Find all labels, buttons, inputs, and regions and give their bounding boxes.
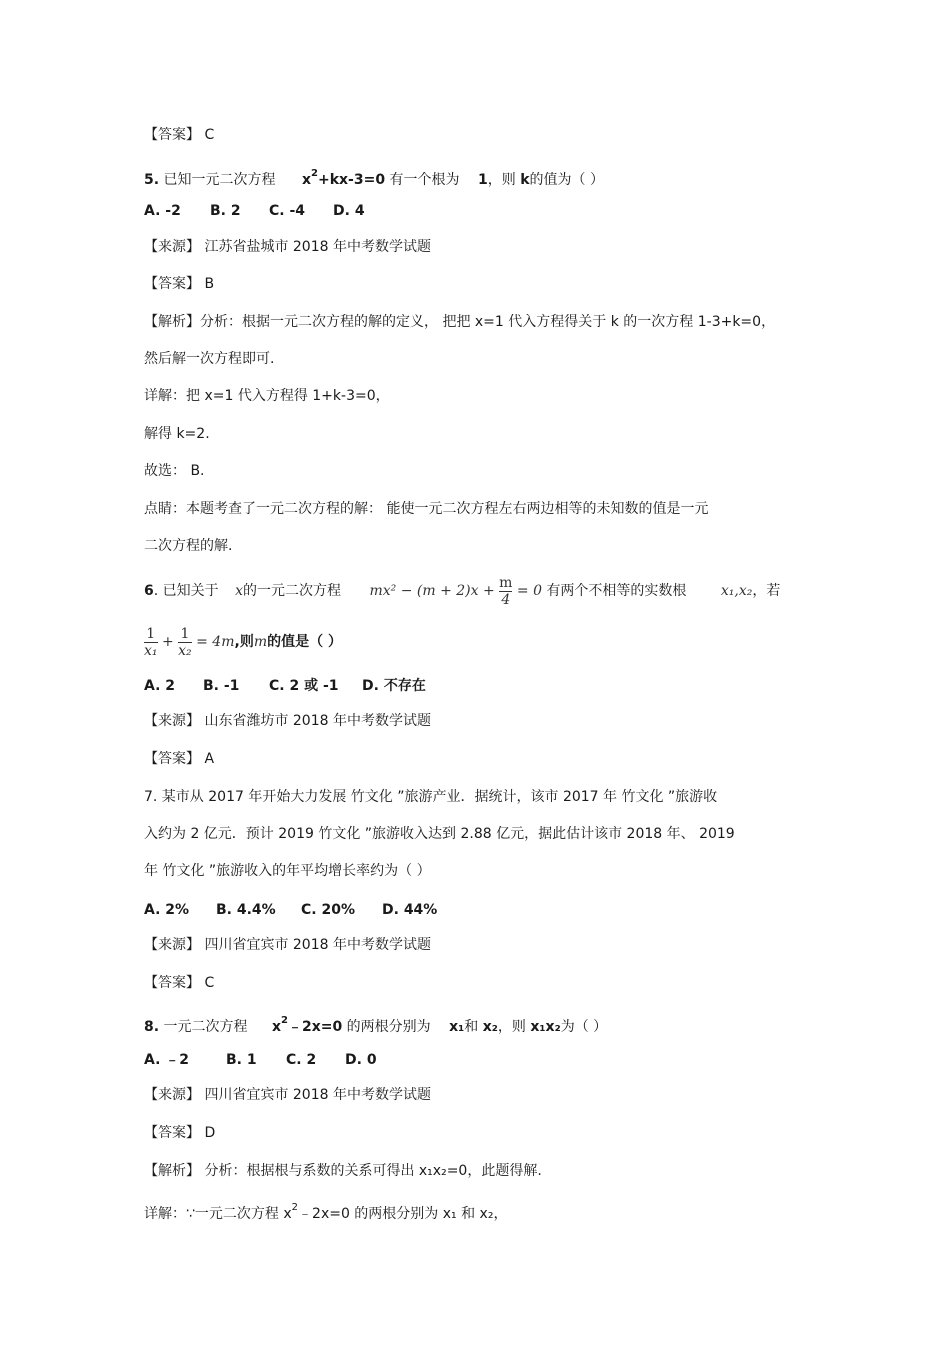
q8-number: 8. [144, 1019, 160, 1035]
q5-option-a: A. -2 [144, 203, 181, 219]
q6-text-f: 的值是（ ） [267, 634, 342, 650]
q6-fraction-2: $\frac{1}{\text{x₂}}$ [178, 625, 192, 659]
q6-option-b: B. -1 [203, 678, 240, 694]
q8-text-a: 一元二次方程 [163, 1019, 248, 1035]
q5-number: 5. [144, 172, 160, 188]
explanation-q5-line4: 解得 k=2. [144, 426, 210, 442]
source-q5: 【来源】 江苏省盐城市 2018 年中考数学试题 [144, 239, 431, 255]
q5-k: k [520, 172, 530, 188]
explanation-q5-line6: 点睛：本题考查了一元二次方程的解： 能使一元二次方程左右两边相等的未知数的值是一元 [144, 501, 709, 517]
q6-equation: mx² − (m + 2)x + $\frac{m}{4}$ = 0 [369, 574, 542, 608]
explanation-q8-line1: 【解析】 分析：根据根与系数的关系可得出 x₁x₂=0，此题得解. [144, 1163, 542, 1179]
q6-options [144, 676, 426, 696]
q6-fraction-1: $\frac{1}{\text{x₁}}$ [144, 625, 158, 659]
q6-text-b: 的一元二次方程 [243, 583, 342, 599]
q7-option-d: D. 44% [382, 902, 438, 918]
q8-root-x2: x₂ [482, 1019, 498, 1035]
q8-option-c: C. 2 [286, 1052, 317, 1068]
q5-one: 1 [477, 172, 488, 188]
source-q6: 【来源】 山东省潍坊市 2018 年中考数学试题 [144, 713, 431, 729]
q6-plus: + [161, 634, 174, 650]
question-8 [144, 1011, 607, 1037]
q5-text-a: 已知一元二次方程 [163, 172, 276, 188]
q6-option-a: A. 2 [144, 678, 176, 694]
q6-option-c: C. 2 或 -1 [269, 678, 339, 694]
answer-q4: 【答案】 C [144, 127, 215, 143]
q8-text-c: ，则 [497, 1019, 526, 1035]
q8-product: x₁x₂ [530, 1019, 561, 1035]
question-7-line3: 年 竹文化 ”旅游收入的年平均增长率约为（ ） [144, 863, 431, 879]
q5-text-c: ，则 [487, 172, 516, 188]
q7-option-b: B. 4.4% [216, 902, 276, 918]
answer-q7: 【答案】 C [144, 975, 215, 991]
q5-option-d: D. 4 [333, 203, 365, 219]
answer-q8: 【答案】 D [144, 1125, 216, 1141]
explanation-q5-line5: 故选： B. [144, 463, 205, 479]
explanation-q5-line3: 详解：把 x=1 代入方程得 1+k-3=0， [144, 388, 390, 404]
source-q7: 【来源】 四川省宜宾市 2018 年中考数学试题 [144, 937, 431, 953]
explanation-q5-line1: 【解析】分析：根据一元二次方程的解的定义， 把把 x=1 代入方程得关于 k 的一次方程 1-3+k=0， [144, 314, 776, 330]
q8-and: 和 [464, 1019, 479, 1035]
q6-text-a: . 已知关于 [153, 583, 219, 599]
q6-text-e: ,则 [234, 634, 254, 650]
q7-options [144, 900, 437, 920]
q7-option-a: A. 2% [144, 902, 190, 918]
q5-equation: $x^2+kx-3=0$ [301, 168, 386, 188]
q8-options [144, 1050, 377, 1070]
q7-option-c: C. 20% [301, 902, 355, 918]
q8-option-d: D. 0 [345, 1052, 377, 1068]
q5-options [144, 201, 365, 221]
q6-var-m: m [253, 634, 268, 650]
q6-number: 6 [144, 583, 154, 599]
q5-text-d: 的值为（ ） [529, 172, 604, 188]
q8-equation: $x^2﹣2x=0$ [271, 1015, 343, 1035]
q6-text-c: 有两个不相等的实数根 [546, 583, 687, 599]
question-7-line1: 7. 某市从 2017 年开始大力发展 竹文化 ”旅游产业．据统计，该市 2017 年 竹文化 ”旅游收 [144, 789, 718, 805]
answer-q5: 【答案】 B [144, 276, 215, 292]
q6-roots: x₁,x₂ [720, 583, 753, 599]
q5-text-b: 有一个根为 [389, 172, 460, 188]
explanation-q5-line2: 然后解一次方程即可. [144, 351, 275, 367]
q6-var-x: x [235, 583, 244, 599]
q6-option-d: D. 不存在 [362, 678, 426, 694]
q6-condition: = 4m [196, 634, 235, 650]
explanation-q5-line7: 二次方程的解. [144, 538, 233, 554]
question-6-line1 [144, 574, 780, 608]
answer-q6: 【答案】 A [144, 751, 215, 767]
explanation-q8-line2: 详解：∵一元二次方程 $x^2﹣2x=0$ 的两根分别为 x₁ 和 x₂， [144, 1202, 508, 1222]
question-5 [144, 164, 604, 190]
source-q8: 【来源】 四川省宜宾市 2018 年中考数学试题 [144, 1087, 431, 1103]
q8-text-d: 为（ ） [560, 1019, 608, 1035]
q6-text-d: ，若 [752, 583, 781, 599]
q8-option-b: B. 1 [226, 1052, 257, 1068]
q5-option-c: C. -4 [269, 203, 306, 219]
q8-text-b: 的两根分别为 [346, 1019, 431, 1035]
question-7-line2: 入约为 2 亿元．预计 2019 竹文化 ”旅游收入达到 2.88 亿元，据此估计该市 2018 年、 2019 [144, 826, 735, 842]
q8-root-x1: x₁ [449, 1019, 465, 1035]
q8-option-a: A. ﹣2 [144, 1052, 190, 1068]
q5-option-b: B. 2 [210, 203, 241, 219]
question-6-line2 [144, 622, 342, 662]
q6-equation-fraction: $\frac{m}{4}$ [499, 574, 513, 608]
